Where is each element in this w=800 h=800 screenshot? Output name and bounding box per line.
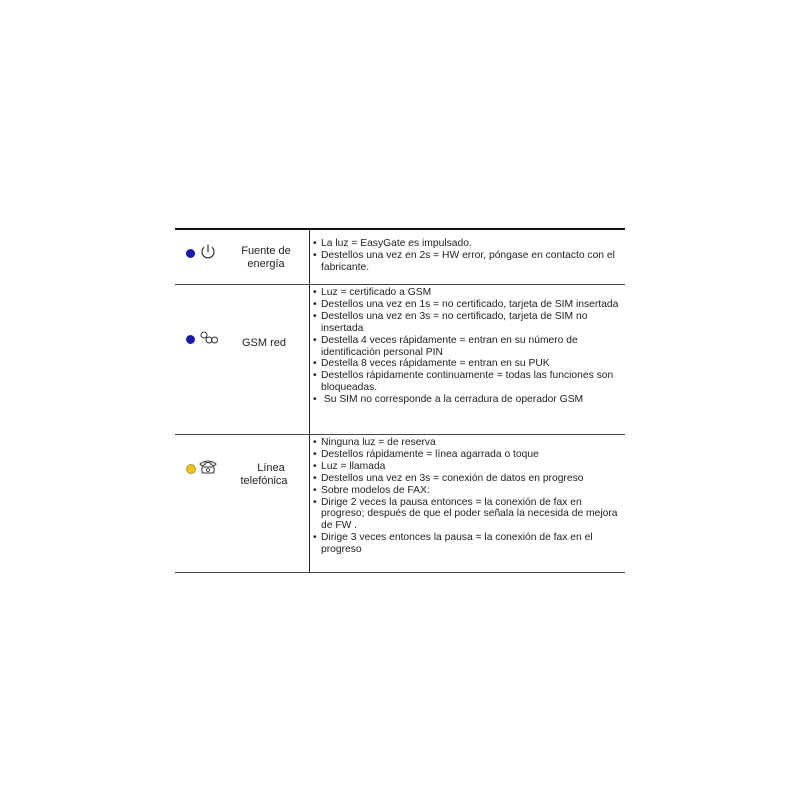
blue-led-indicator bbox=[186, 335, 195, 344]
list-item: • Destellos una vez en 2s = HW error, póngase en contacto con el fabricante. bbox=[312, 250, 624, 274]
list-item: • Ninguna luz = de reserva bbox=[312, 437, 624, 449]
list-item: • La luz = EasyGate es impulsado. bbox=[312, 238, 624, 250]
list-item: • Destella 8 veces rápidamente = entran en su PUK bbox=[312, 358, 624, 370]
blue-led-indicator bbox=[186, 249, 195, 258]
label-line-1: Línea bbox=[257, 462, 285, 474]
label-line-1: Fuente de bbox=[241, 245, 291, 257]
row-label: GSM red bbox=[242, 337, 287, 349]
list-item: • Dirige 2 veces la pausa entonces = la conexión de fax en progreso; después de que el poder señala la necesida de mejora de FW . bbox=[312, 497, 624, 533]
row-description-cell bbox=[312, 437, 624, 556]
row-divider bbox=[175, 572, 625, 573]
row-description-cell bbox=[312, 238, 624, 274]
yellow-led-indicator bbox=[186, 464, 196, 474]
gsm-network-icon bbox=[200, 331, 218, 345]
list-item: • Destellos rápidamente continuamente = todas las funciones son bloqueadas. bbox=[312, 370, 624, 394]
list-item: • Destellos una vez en 1s = no certificado, tarjeta de SIM insertada bbox=[312, 299, 624, 311]
telephone-icon bbox=[199, 459, 217, 475]
label-line-2: telefónica bbox=[240, 475, 288, 487]
list-item: • Destellos rápidamente = línea agarrada o toque bbox=[312, 449, 624, 461]
row-label bbox=[237, 245, 295, 271]
table-row-power bbox=[175, 230, 625, 285]
list-item: • Dirige 3 veces entonces la pausa = la conexión de fax en el progreso bbox=[312, 532, 624, 556]
list-item: • Destellos una vez en 3s = conexión de datos en progreso bbox=[312, 473, 624, 485]
table-row-phone-line bbox=[175, 435, 625, 573]
power-icon bbox=[200, 243, 216, 260]
list-item: • Sobre modelos de FAX: bbox=[312, 485, 624, 497]
list-item: • Luz = llamada bbox=[312, 461, 624, 473]
row-description-cell bbox=[312, 287, 624, 406]
list-item: • Luz = certificado a GSM bbox=[312, 287, 624, 299]
row-label bbox=[219, 462, 309, 488]
label-line-2: energía bbox=[247, 258, 285, 270]
list-item: • Destellos una vez en 3s = no certificado, tarjeta de SIM no insertada bbox=[312, 311, 624, 335]
list-item: • Destella 4 veces rápidamente = entran en su número de identificación personal PIN bbox=[312, 335, 624, 359]
table-row-gsm bbox=[175, 285, 625, 435]
list-item: • Su SIM no corresponde a la cerradura de operador GSM bbox=[312, 394, 624, 406]
